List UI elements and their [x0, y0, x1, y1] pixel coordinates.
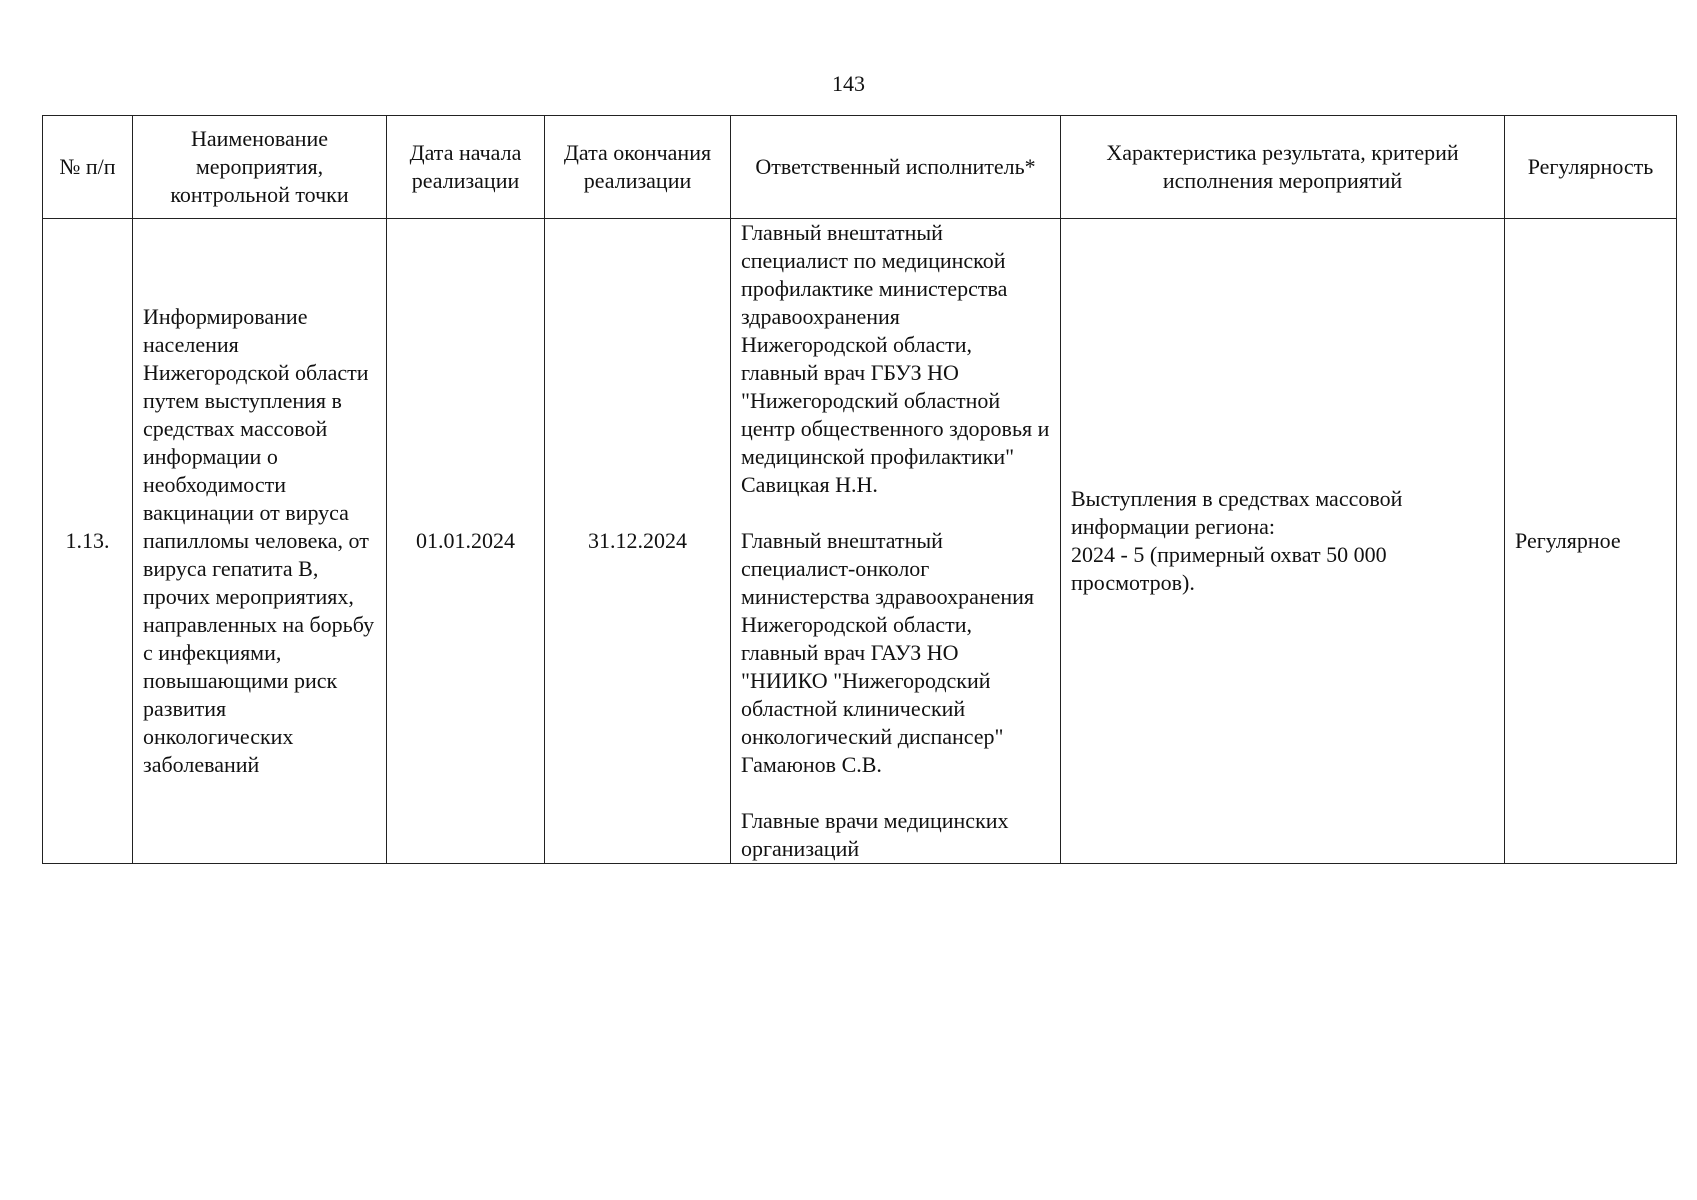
cell-number: 1.13. [43, 219, 133, 864]
header-result-criteria: Характеристика результата, критерий исполнения мероприятий [1061, 116, 1505, 219]
table-row [43, 219, 1677, 864]
responsible-spacer [741, 499, 1050, 527]
cell-result-criteria: Выступления в средствах массовой информации региона: 2024 - 5 (примерный охват 50 000 просмотров). [1061, 219, 1505, 864]
header-start-date: Дата начала реализации [387, 116, 545, 219]
responsible-spacer [741, 779, 1050, 807]
cell-regularity: Регулярное [1505, 219, 1677, 864]
header-number: № п/п [43, 116, 133, 219]
responsible-item: Главные врачи медицинских организаций [741, 808, 1009, 861]
cell-start-date: 01.01.2024 [387, 219, 545, 864]
header-activity-name: Наименование мероприятия, контрольной точки [133, 116, 387, 219]
table-header-row [43, 116, 1677, 219]
page-number: 143 [832, 71, 865, 96]
header-end-date: Дата окончания реализации [545, 116, 731, 219]
cell-responsible [731, 219, 1061, 864]
header-responsible: Ответственный исполнитель* [731, 116, 1061, 219]
header-regularity: Регулярность [1505, 116, 1677, 219]
activities-table [42, 115, 1677, 864]
cell-activity-name: Информирование населения Нижегородской области путем выступления в средствах массовой информации о необходимости вакцинации от вируса папилломы человека, от вируса гепатита В, прочих мероприятиях, направленных на борьбу с инфекциями, повышающими риск развития онкологических заболеваний [133, 219, 387, 864]
responsible-item: Главный внештатный специалист по медицинской профилактике министерства здравоохранения Нижегородской области, главный врач ГБУЗ НО "Нижегородский областной центр общественного здоровья и медицинской профилактики" Савицкая Н.Н. [741, 220, 1050, 497]
responsible-item: Главный внештатный специалист-онколог министерства здравоохранения Нижегородской области, главный врач ГАУЗ НО "НИИКО "Нижегородский областной клинический онкологический диспансер" Гамаюнов С.В. [741, 528, 1035, 777]
cell-end-date: 31.12.2024 [545, 219, 731, 864]
